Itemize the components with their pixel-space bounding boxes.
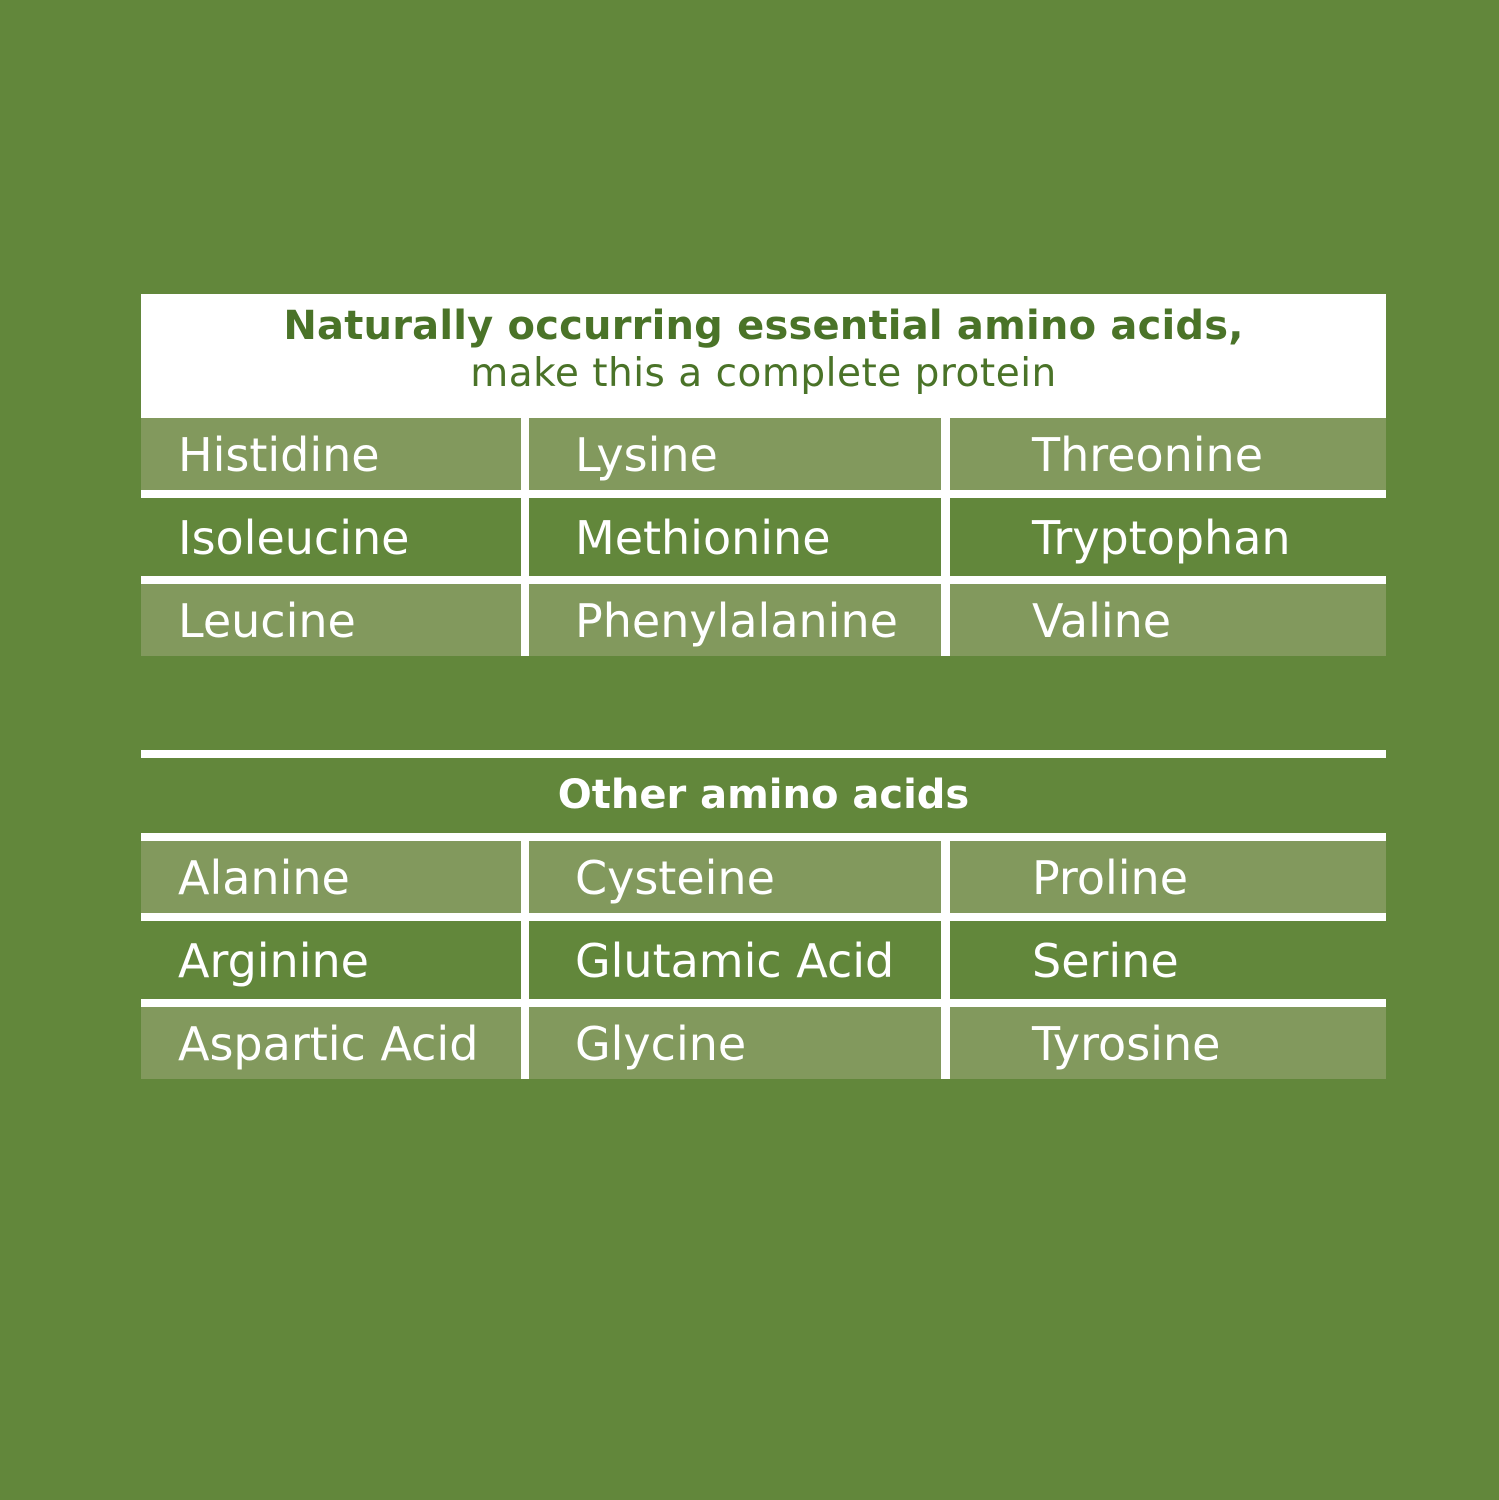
table-cell: Lysine	[575, 428, 718, 482]
column-divider	[941, 1007, 950, 1079]
table-cell: Aspartic Acid	[178, 1017, 479, 1071]
table-row	[141, 418, 1386, 490]
column-divider	[521, 418, 529, 490]
essential-table-subtitle: make this a complete protein	[470, 351, 1057, 396]
table-cell: Threonine	[1032, 428, 1263, 482]
table-cell: Proline	[1032, 851, 1188, 905]
table-cell: Leucine	[178, 594, 356, 648]
column-divider	[521, 498, 529, 576]
table-row	[141, 1007, 1386, 1079]
table-cell: Methionine	[575, 511, 831, 565]
row-divider	[141, 490, 1386, 498]
row-divider	[141, 576, 1386, 584]
essential-table-title: Naturally occurring essential amino acids,	[283, 303, 1244, 349]
table-cell: Valine	[1032, 594, 1172, 648]
table-cell: Glycine	[575, 1017, 747, 1071]
other-table-title: Other amino acids	[141, 750, 1386, 833]
column-divider	[521, 921, 529, 999]
table-cell: Cysteine	[575, 851, 775, 905]
row-divider	[141, 410, 1386, 418]
column-divider	[521, 1007, 529, 1079]
column-divider	[941, 841, 950, 913]
table-row	[141, 584, 1386, 656]
row-divider	[141, 999, 1386, 1007]
table-cell: Tyrosine	[1032, 1017, 1221, 1071]
row-divider	[141, 833, 1386, 841]
table-cell: Histidine	[178, 428, 380, 482]
column-divider	[521, 584, 529, 656]
column-divider	[941, 418, 950, 490]
column-divider	[941, 921, 950, 999]
table-row	[141, 921, 1386, 999]
column-divider	[521, 841, 529, 913]
table-row	[141, 841, 1386, 913]
column-divider	[941, 498, 950, 576]
table-cell: Tryptophan	[1032, 511, 1291, 565]
essential-table-header	[141, 294, 1386, 410]
table-row	[141, 498, 1386, 576]
other-amino-acids-table	[141, 750, 1386, 1079]
table-cell: Glutamic Acid	[575, 934, 895, 988]
table-cell: Isoleucine	[178, 511, 410, 565]
essential-amino-acids-table	[141, 294, 1386, 656]
table-cell: Arginine	[178, 934, 369, 988]
table-cell: Alanine	[178, 851, 350, 905]
column-divider	[941, 584, 950, 656]
row-divider	[141, 913, 1386, 921]
table-cell: Serine	[1032, 934, 1179, 988]
table-cell: Phenylalanine	[575, 594, 898, 648]
